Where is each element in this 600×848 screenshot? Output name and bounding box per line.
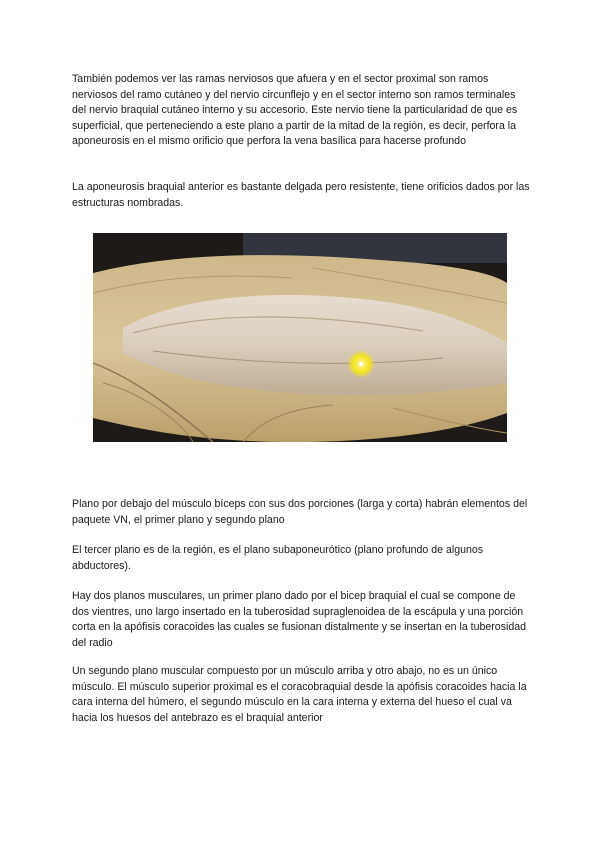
dissection-photo xyxy=(93,233,507,442)
paragraph-aponeurosis: La aponeurosis braquial anterior es bastante delgada pero resistente, tiene orificios dados por las estructuras nombradas. xyxy=(72,181,530,209)
dissection-photo-illustration xyxy=(93,233,507,442)
paragraph-nerve-branches: También podemos ver las ramas nerviosos que afuera y en el sector proximal son ramos nerviosos del ramo cutáneo y del nervio circunflejo y en el sector interno son ramos terminales del nervio braquial cutáneo interno y su accesorio. Este nervio tiene la particularidad de que es superficial, que perteneciendo a este plano a partir de la mitad de la región, es decir, perfora la aponeurosis en el mismo orificio que perfora la vena basílica para hacerse profundo xyxy=(72,73,518,147)
paragraph-third-plane: El tercer plano es de la región, es el plano subaponeurótico (plano profundo de algunos abductores). xyxy=(72,544,484,572)
paragraph-muscle-planes: Hay dos planos musculares, un primer plano dado por el bicep braquial el cual se compone de dos vientres, uno largo insertado en la tuberosidad supraglenoidea de la escápula y una porción corta en la apófisis coracoides las cuales se fusionan distalmente y se insertan en la tuberosidad del radio xyxy=(72,590,527,649)
paragraph-second-muscle-plane: Un segundo plano muscular compuesto por un músculo arriba y otro abajo, no es un único músculo. El músculo superior proximal es el coracobraquial desde la apófisis coracoides hacia la cara interna del húmero, el segundo músculo en la cara interna y externa del hueso el cual va hacia los huesos del antebrazo es el braquial anterior xyxy=(72,665,527,724)
paragraph-biceps-plane: Plano por debajo del músculo bíceps con sus dos porciones (larga y corta) habrán elementos del paquete VN, el primer plano y segundo plano xyxy=(72,498,528,526)
